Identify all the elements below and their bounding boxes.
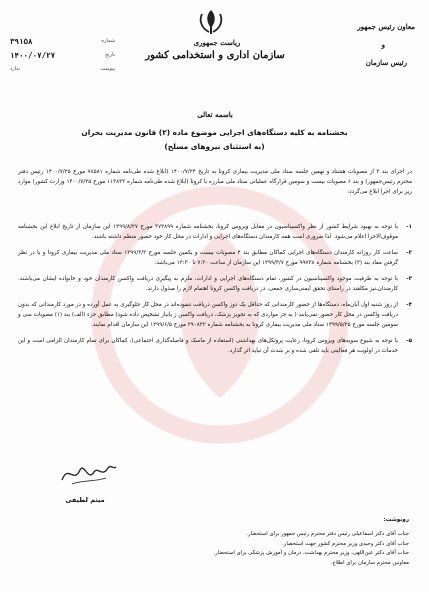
sender-title-block <box>335 18 415 72</box>
item-number: ۳- <box>406 276 412 282</box>
item-text: از روز شنبه اول آبان‌ماه، دستگاه‌ها از حضور کارمندانی که حداقل یک دوز واکسن دریافت ننموده‌اند در محل کار جلوگیری به عمل آورده و در مورد کارمندانی که بدون دریافت واکسن در محل کار حضور نمی‌یابند ( به جز مواردی که به تجویز پزشک، دریافت واکسن ز یانبار تشخیص داده شود) مطابق جزء (الف) بند (۱) مصوبات سی و سومین جلسه مورخ ۱۳۹۹/۵/۲۵ ستاد ملی مدیریت بیماری کرونا به بخشنامه شماره ۲۹۰۸۳۲ مورخ ۱۳۹۹/۶/۵ این سازمان اقدام نمایند. <box>18 302 398 328</box>
item-number: ۵- <box>406 338 412 344</box>
intro-paragraph: در اجرای بند ۳ از مصوبات هشتاد و نهمین جلسه ستاد ملی مدیریت بیماری کرونا به تاریخ ۱۴۰۰/۷/۲۴ (ابلاغ شده طی‌نامه شماره ۷۸۵۸۱ مورخ ۱۴۰۰/۷/۲۵ رئیس دفتر محترم رئیس‌جمهور) و بند ۶ مصوبات بیست و سومین قرارگاه عملیاتی ستاد ملی مبارزه با کرونا (ابلاغ شده طی‌نامه شماره ۱۱۳۸۳۳ مورخ ۱۴۰۰/۷/۲۵ وزارت کشور) موارد زیر برای اجرا ابلاغ می‌گردد: <box>18 169 413 195</box>
directive-list <box>18 222 412 362</box>
item-number: ۱- <box>406 224 412 230</box>
sender-title-line: معاون رئیس جمهور <box>357 22 415 31</box>
date-label: تاریخ <box>105 52 115 58</box>
cc-recipient: معاونین محترم سازمان برای اطلاع. <box>330 559 409 566</box>
cc-recipient: جناب آقای دکتر عین‌اللهی، وزیر محترم بهداشت، درمان و آموزش پزشکی برای استحضار. <box>213 550 409 556</box>
directive-item <box>18 274 412 294</box>
organization-heading: سازمان اداری و استخدامی کشور <box>145 50 285 61</box>
directive-item <box>18 300 412 330</box>
cc-recipient: جناب آقای دکتر وحیدی وزیر محترم کشور جهت استحضار. <box>282 540 409 547</box>
item-text: با توجه به شیوع سویه‌های ویروس کرونا، رعایت پروتکل‌های بهداشتی (استفاده از ماسک و فاصله‌گذاری اجتماعی)، کماکان برای تمام کارمندان الزامی است و این خدمات در اولویت هر فعالیتی باید تلقی شده و بر شدت آن نباید اثر گذارد. <box>18 338 398 354</box>
letter-metadata <box>10 34 115 76</box>
item-number: ۴- <box>406 302 412 308</box>
attachment-value: ندارد <box>10 66 21 72</box>
iran-emblem-icon <box>196 8 226 36</box>
cc-list <box>149 530 409 568</box>
item-text: ساعت کار روزانه کارمندان دستگاه‌های اجرایی کماکان مطابق بند ۴ مصوبات بیست و یکمین جلسه مورخ ۱۳۹۹/۳/۳ ستاد ملی مدیریت بیماری کرونا و با در نظر گرفتن مفاد بند (۳) بخشنامه شماره ۹۹۷۳۸ مورخ ۱۳۹۹/۳/۷ این سازمان از ساعت ۷:۳۰ تا ۱۳:۳۰ می‌باشد. <box>18 250 398 266</box>
directive-item <box>18 336 412 356</box>
basmala: باسمه تعالی <box>197 110 233 119</box>
signer-name: میثم لطیفی <box>65 496 105 504</box>
sender-title-line: رئیس سازمان <box>365 58 407 67</box>
cc-heading: رونوشت: <box>383 517 409 523</box>
number-label: شماره <box>101 38 115 44</box>
directive-item <box>18 222 412 242</box>
letter-date: ۱۴۰۰/۰۷/۲۷ <box>10 50 56 60</box>
item-text: با توجه به بهبود شرایط کشور از نظر واکسیناسیون در مقابل ویروس کرونا، بخشنامه شماره ۳۷۳۸۹۹ مورخ ۱۳۹۹/۸/۲۷ این سازمان از تاریخ ابلاغ این بخشنامه موقوف‌الاجرا اعلام می‌شود. لذا ضروری است همه کارمندان دستگاه‌های اجرایی و ادارات در محل کار خود حضور منظم داشته باشند. <box>18 224 399 240</box>
document-title: بخشنامه به کلیه دستگاه‌های اجرایی موضوع ماده (۲) قانون مدیریت بحران <box>81 128 348 137</box>
sender-title-line: و <box>381 40 385 49</box>
letter-number: ۳۹۱۵۸ <box>10 36 33 46</box>
document-subtitle: (به استثنای نیروهای مسلح) <box>164 142 265 151</box>
item-text: با توجه به ظرفیت موجود واکسیناسیون در کشور، تمام دستگاه‌های اجرایی و ادارات، ملزم به پیگیری دریافت واکسن کارمندان خود و خانواده ایشان می‌باشند. کارمندان‌ـ‌نیز مکلفند در راستای تحقق ایمنی‌سازی جمعی، در دریافت واکسن کرونا اهتمام لازم را مبذول دارند. <box>18 276 398 292</box>
item-number: ۲- <box>406 250 412 256</box>
presidency-heading: ریاست جمهوری <box>193 38 241 47</box>
handwritten-signature <box>58 458 118 488</box>
attachment-label: پیوست <box>100 66 115 72</box>
cc-recipient: جناب آقای دکتر اسماعیلی رئیس دفتر محترم رئیس جمهور برای استحضار. <box>246 531 409 537</box>
directive-item <box>18 248 412 268</box>
